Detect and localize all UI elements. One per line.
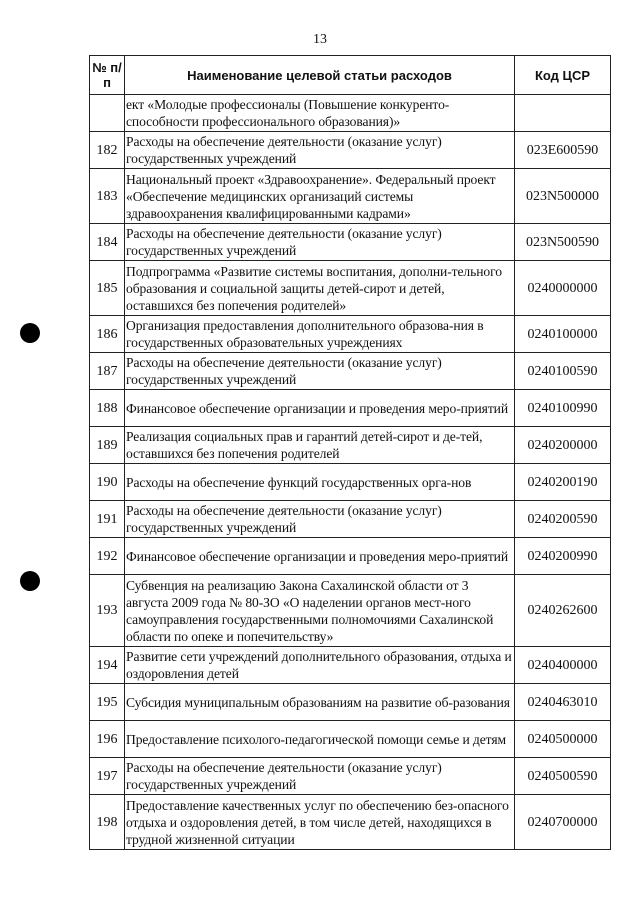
table-row bbox=[90, 501, 611, 538]
row-code: 0240200590 bbox=[515, 501, 611, 538]
row-number: 191 bbox=[90, 501, 125, 538]
table-row bbox=[90, 758, 611, 795]
row-item-name: Расходы на обеспечение деятельности (оказание услуг) государственных учреждений bbox=[125, 132, 515, 169]
row-number bbox=[90, 95, 125, 132]
header-code: Код ЦСР bbox=[515, 56, 611, 95]
row-number: 182 bbox=[90, 132, 125, 169]
table-row bbox=[90, 316, 611, 353]
row-code: 023N500000 bbox=[515, 169, 611, 224]
row-number: 193 bbox=[90, 575, 125, 647]
table-row bbox=[90, 647, 611, 684]
row-code: 0240100000 bbox=[515, 316, 611, 353]
row-number: 183 bbox=[90, 169, 125, 224]
row-number: 185 bbox=[90, 261, 125, 316]
row-item-name: Расходы на обеспечение деятельности (оказание услуг) государственных учреждений bbox=[125, 353, 515, 390]
row-item-name: Расходы на обеспечение деятельности (оказание услуг) государственных учреждений bbox=[125, 224, 515, 261]
row-number: 192 bbox=[90, 538, 125, 575]
table-row bbox=[90, 169, 611, 224]
row-code: 023N500590 bbox=[515, 224, 611, 261]
table-row bbox=[90, 721, 611, 758]
row-number: 197 bbox=[90, 758, 125, 795]
table-row bbox=[90, 684, 611, 721]
table-row bbox=[90, 132, 611, 169]
punch-hole-mark bbox=[20, 323, 40, 343]
row-code: 0240463010 bbox=[515, 684, 611, 721]
header-number: № п/п bbox=[90, 56, 125, 95]
header-item-name: Наименование целевой статьи расходов bbox=[125, 56, 515, 95]
row-code: 0240262600 bbox=[515, 575, 611, 647]
row-item-name: Расходы на обеспечение функций государственных орга-нов bbox=[125, 464, 515, 501]
row-item-name: Финансовое обеспечение организации и проведения меро-приятий bbox=[125, 390, 515, 427]
budget-items-table bbox=[89, 55, 611, 850]
row-code: 023Е600590 bbox=[515, 132, 611, 169]
row-code: 0240100590 bbox=[515, 353, 611, 390]
row-item-name: Расходы на обеспечение деятельности (оказание услуг) государственных учреждений bbox=[125, 758, 515, 795]
row-number: 189 bbox=[90, 427, 125, 464]
row-code: 0240500590 bbox=[515, 758, 611, 795]
row-code: 0240200000 bbox=[515, 427, 611, 464]
row-number: 184 bbox=[90, 224, 125, 261]
row-code: 0240200190 bbox=[515, 464, 611, 501]
row-code: 0240200990 bbox=[515, 538, 611, 575]
table-row bbox=[90, 261, 611, 316]
row-code: 0240000000 bbox=[515, 261, 611, 316]
row-item-name: Предоставление психолого-педагогической помощи семье и детям bbox=[125, 721, 515, 758]
table-row bbox=[90, 538, 611, 575]
punch-hole-mark bbox=[20, 571, 40, 591]
row-code: 0240100990 bbox=[515, 390, 611, 427]
row-code: 0240400000 bbox=[515, 647, 611, 684]
row-code: 0240500000 bbox=[515, 721, 611, 758]
row-item-name: Национальный проект «Здравоохранение». Федеральный проект «Обеспечение медицинских организаций системы здравоохранения квалифицированными кадрами» bbox=[125, 169, 515, 224]
row-number: 187 bbox=[90, 353, 125, 390]
table-row bbox=[90, 464, 611, 501]
row-code: 0240700000 bbox=[515, 795, 611, 850]
page-number: 13 bbox=[313, 32, 327, 47]
row-item-name: Реализация социальных прав и гарантий детей-сирот и де-тей, оставшихся без попечения родителей bbox=[125, 427, 515, 464]
table-row bbox=[90, 575, 611, 647]
row-item-name: Финансовое обеспечение организации и проведения меро-приятий bbox=[125, 538, 515, 575]
row-item-name: Субсидия муниципальным образованиям на развитие об-разования bbox=[125, 684, 515, 721]
table-row bbox=[90, 353, 611, 390]
row-number: 198 bbox=[90, 795, 125, 850]
row-number: 186 bbox=[90, 316, 125, 353]
row-code bbox=[515, 95, 611, 132]
row-number: 196 bbox=[90, 721, 125, 758]
table-row bbox=[90, 95, 611, 132]
row-number: 195 bbox=[90, 684, 125, 721]
row-item-name: Организация предоставления дополнительного образова-ния в государственных образовательных учреждениях bbox=[125, 316, 515, 353]
table-row bbox=[90, 427, 611, 464]
row-number: 194 bbox=[90, 647, 125, 684]
row-item-name: Предоставление качественных услуг по обеспечению без-опасного отдыха и оздоровления детей, в том числе детей, находящихся в трудной жизненной ситуации bbox=[125, 795, 515, 850]
table-header-row bbox=[90, 56, 611, 95]
table-row bbox=[90, 795, 611, 850]
row-number: 188 bbox=[90, 390, 125, 427]
row-item-name: Подпрограмма «Развитие системы воспитания, дополни-тельного образования и социальной защиты детей-сирот и детей, оставшихся без попечения родителей» bbox=[125, 261, 515, 316]
row-item-name: Развитие сети учреждений дополнительного образования, отдыха и оздоровления детей bbox=[125, 647, 515, 684]
row-item-name: Субвенция на реализацию Закона Сахалинской области от 3 августа 2009 года № 80-ЗО «О наделении органов мест-ного самоуправления государственными полномочиями Сахалинской области по опеке и попечительству» bbox=[125, 575, 515, 647]
table-row bbox=[90, 224, 611, 261]
row-item-name: ект «Молодые профессионалы (Повышение конкуренто-способности профессионального образования)» bbox=[125, 95, 515, 132]
table-row bbox=[90, 390, 611, 427]
row-number: 190 bbox=[90, 464, 125, 501]
row-item-name: Расходы на обеспечение деятельности (оказание услуг) государственных учреждений bbox=[125, 501, 515, 538]
